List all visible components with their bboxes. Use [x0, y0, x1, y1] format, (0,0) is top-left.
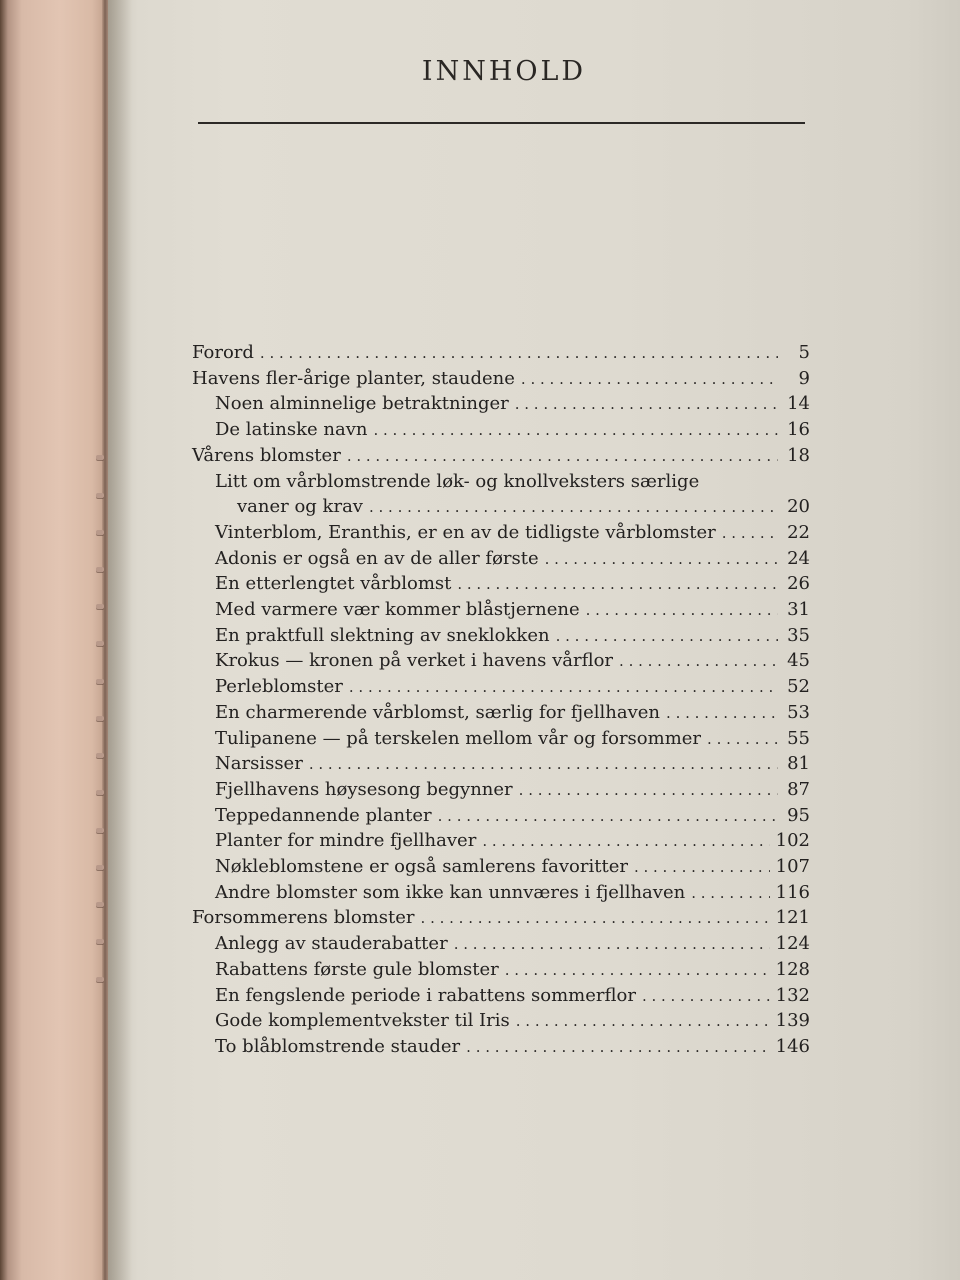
toc-entry	[215, 625, 810, 649]
toc-entry-title: Narsisser	[215, 753, 303, 775]
toc-entry-title: Fjellhavens høysesong begynner	[215, 778, 513, 800]
dot-leader	[515, 393, 778, 414]
dot-leader	[556, 625, 778, 646]
toc-entry-page-number: 35	[787, 624, 810, 646]
toc-entry-title: De latinske navn	[215, 419, 368, 441]
toc-entry-page-number: 20	[787, 496, 810, 518]
dot-leader	[545, 548, 778, 569]
dot-leader	[505, 959, 770, 980]
dot-leader	[457, 573, 778, 594]
toc-entry-title: Forsommerens blomster	[192, 907, 415, 929]
dot-leader	[421, 907, 770, 928]
dot-leader	[309, 753, 778, 774]
toc-entry	[192, 445, 810, 469]
dot-leader	[634, 856, 770, 877]
toc-entry	[192, 342, 810, 366]
toc-entry-title: Forord	[192, 342, 254, 363]
toc-entry-page-number: 55	[787, 727, 810, 749]
toc-entry-title: Rabattens første gule blomster	[215, 958, 499, 980]
dot-leader	[369, 496, 778, 517]
dot-leader	[454, 933, 770, 954]
toc-entry	[215, 728, 810, 752]
toc-entry-page-number: 121	[775, 907, 810, 929]
toc-entry-title-line: Litt om vårblomstrende løk- og knollveksters særlige	[215, 470, 700, 492]
toc-entry	[215, 985, 810, 1009]
toc-entry-page-number: 18	[787, 444, 810, 466]
toc-entry	[215, 1036, 810, 1060]
toc-entry	[237, 496, 810, 520]
toc-entry-page-number: 52	[787, 676, 810, 698]
dot-leader	[586, 599, 778, 620]
toc-entry	[215, 573, 810, 597]
toc-entry	[215, 522, 810, 546]
toc-entry-title: vaner og krav	[237, 496, 363, 518]
toc-entry-page-number: 16	[787, 419, 810, 441]
toc-entry-page-number: 107	[775, 856, 810, 877]
toc-entry-page-number: 128	[775, 958, 810, 980]
toc-entry	[215, 830, 810, 854]
toc-entry-title: Anlegg av stauderabatter	[215, 933, 448, 955]
dot-leader	[482, 830, 769, 851]
toc-entry-page-number: 116	[775, 881, 810, 903]
toc-entry-title: En fengslende periode i rabattens sommerflor	[215, 984, 636, 1006]
toc-entry	[215, 650, 810, 674]
toc-entry-page-number: 146	[775, 1035, 810, 1057]
toc-entry-page-number: 132	[775, 984, 810, 1006]
toc-entry	[215, 599, 810, 623]
toc-entry-title: Gode komplementvekster til Iris	[215, 1010, 510, 1032]
toc-entry-page-number: 45	[787, 650, 810, 672]
toc-entry-title: Vårens blomster	[192, 444, 341, 466]
toc-entry-title: Perleblomster	[215, 676, 343, 698]
page-heading: INNHOLD	[421, 56, 587, 87]
toc-entry-title: Teppedannende planter	[215, 804, 432, 826]
toc-entry	[215, 419, 810, 443]
dot-leader	[666, 702, 778, 723]
toc-entry	[215, 676, 810, 700]
toc-entry-title: Med varmere vær kommer blåstjernene	[215, 599, 580, 620]
dot-leader	[260, 342, 778, 363]
toc-entry	[215, 753, 810, 777]
toc-entry-title: Tulipanene — på terskelen mellom vår og forsommer	[215, 727, 702, 749]
dot-leader	[438, 805, 778, 826]
toc-entry-page-number: 22	[787, 521, 810, 543]
toc-entry	[215, 779, 810, 803]
toc-entry-title: Vinterblom, Eranthis, er en av de tidligste vårblomster	[215, 521, 716, 543]
dot-leader	[642, 985, 770, 1006]
toc-entry-page-number: 81	[787, 753, 810, 775]
toc-entry-title: Havens fler-årige planter, staudene	[192, 367, 515, 389]
toc-entry	[215, 959, 810, 983]
dot-leader	[466, 1036, 769, 1057]
dot-leader	[707, 728, 778, 749]
toc-entry	[215, 702, 810, 726]
toc-entry	[215, 805, 810, 829]
dot-leader	[373, 419, 778, 440]
toc-entry	[215, 882, 810, 906]
toc-entry-title: Krokus — kronen på verket i havens vårflor	[215, 650, 614, 672]
dot-leader	[516, 1010, 770, 1031]
toc-entry-title: Planter for mindre fjellhaver	[215, 830, 477, 852]
toc-entry-page-number: 95	[787, 804, 810, 826]
toc-entry-page-number: 102	[775, 830, 810, 852]
toc-entry	[215, 933, 810, 957]
toc-entry-title: To blåblomstrende stauder	[215, 1035, 461, 1057]
toc-entry-page-number: 26	[787, 573, 810, 595]
dot-leader	[722, 522, 778, 543]
dot-leader	[349, 676, 778, 697]
toc-entry	[192, 907, 810, 931]
toc-entry-title: En etterlengtet vårblomst	[215, 573, 452, 595]
toc-entry-title: Noen alminnelige betraktninger	[215, 393, 509, 415]
dot-leader	[619, 650, 778, 671]
toc-entry-title: Adonis er også en av de aller første	[215, 547, 539, 569]
toc-entry-page-number: 87	[787, 778, 810, 800]
toc-entry	[215, 856, 810, 880]
toc-entry-page-number: 24	[787, 547, 810, 569]
toc-entry-title: En charmerende vårblomst, særlig for fjellhaven	[215, 701, 661, 723]
toc-entry-page-number: 53	[787, 701, 810, 723]
toc-entry-title: Nøkleblomstene er også samlerens favoritter	[215, 856, 628, 877]
toc-entry-page-number: 9	[798, 367, 810, 389]
dot-leader	[347, 445, 778, 466]
toc-entry-title: Andre blomster som ikke kan unnværes i fjellhaven	[215, 881, 686, 903]
toc-entry-page-number: 14	[787, 393, 810, 415]
toc-entry	[215, 548, 810, 572]
toc-entry-page-number: 31	[787, 599, 810, 620]
toc-entry-page-number: 124	[775, 933, 810, 955]
toc-entry-title: En praktfull slektning av sneklokken	[215, 624, 550, 646]
toc-entry	[215, 393, 810, 417]
dot-leader	[691, 882, 769, 903]
dot-leader	[521, 368, 778, 389]
toc-entry	[192, 368, 810, 392]
toc-entry-page-number: 5	[798, 342, 810, 363]
toc-entry-page-number: 139	[775, 1010, 810, 1032]
dot-leader	[519, 779, 778, 800]
toc-entry	[215, 1010, 810, 1034]
